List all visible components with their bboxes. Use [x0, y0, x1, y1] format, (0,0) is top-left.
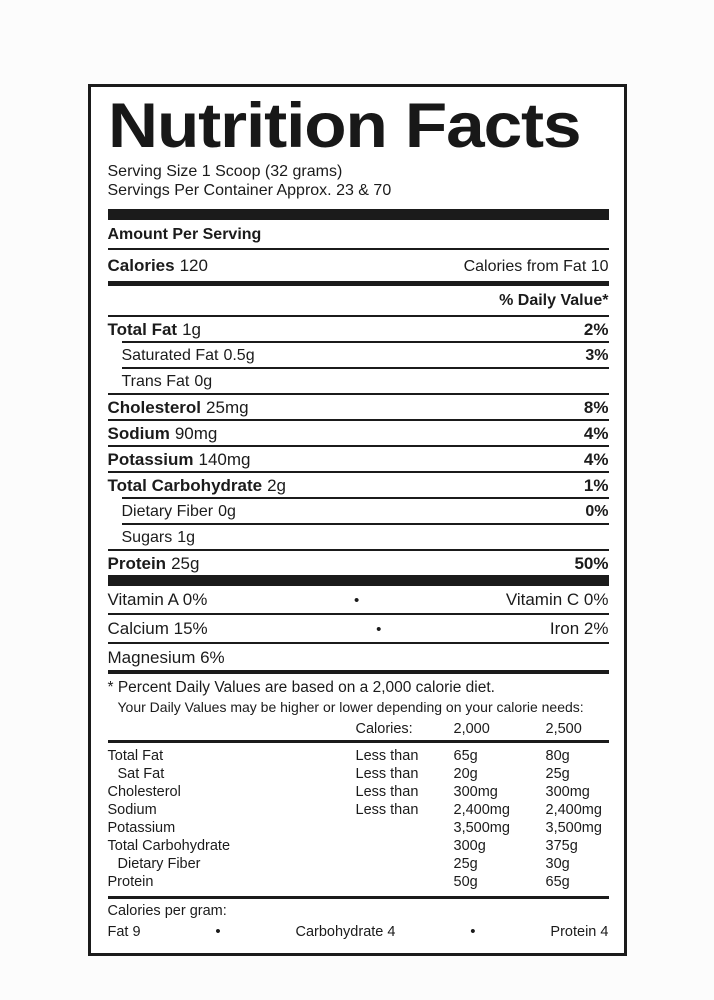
nutrient-name: Dietary Fiber [121, 503, 214, 520]
daily-value-header: % Daily Value* [499, 292, 609, 309]
micronutrient-row-calcium-iron [108, 615, 609, 644]
nutrient-dv: 2% [583, 320, 609, 339]
nutrient-row-sugars [122, 523, 609, 549]
nutrient-name: Total Carbohydrate [107, 476, 263, 495]
bullet-separator: • [353, 592, 360, 609]
dv-table-row: Total Fat Less than 65g 80g [107, 748, 570, 764]
calories-per-gram-row [108, 920, 609, 943]
nutrient-dv: 4% [583, 450, 609, 469]
dv-table-header-2500: 2,500 [545, 721, 582, 737]
nutrient-amount: 90mg [174, 424, 218, 443]
dv-table-header [108, 720, 609, 740]
micronutrient-right: Iron 2% [549, 619, 609, 638]
micronutrient-left: Vitamin A 0% [107, 590, 208, 609]
nutrient-row-total-carbohydrate [108, 471, 609, 497]
divider-thick-middle [108, 575, 609, 586]
dv-table-header-2000: 2,000 [453, 721, 490, 737]
nutrient-row-cholesterol [108, 393, 609, 419]
micronutrient-row-vitamins [108, 586, 609, 615]
cpg-fat: Fat 9 [107, 924, 141, 940]
nutrient-amount: 1g [177, 529, 195, 546]
cpg-carbohydrate: Carbohydrate 4 [295, 924, 396, 940]
nutrient-amount: 25g [171, 554, 200, 573]
nutrient-dv: 4% [583, 424, 609, 443]
micronutrient-left: Calcium 15% [107, 619, 208, 638]
nutrient-name: Potassium [107, 450, 194, 469]
micronutrient-left: Magnesium 6% [107, 648, 225, 667]
nutrient-row-potassium [108, 445, 609, 471]
dv-table-row: Potassium 3,500mg 3,500mg [107, 820, 602, 836]
footnote-line2: Your Daily Values may be higher or lower depending on your calorie needs: [117, 699, 584, 715]
micronutrient-row-magnesium [108, 644, 609, 670]
nutrient-name: Total Fat [107, 320, 178, 339]
bullet-separator: • [215, 923, 221, 940]
dv-table-body [108, 743, 609, 896]
label-title: Nutrition Facts [107, 91, 580, 161]
divider-thick-top [108, 209, 609, 220]
nutrient-row-total-fat [108, 315, 609, 341]
nutrient-row-sodium [108, 419, 609, 445]
nutrient-row-dietary-fiber [122, 497, 609, 523]
calories-per-gram-label: Calories per gram: [107, 903, 227, 919]
nutrient-amount: 2g [267, 476, 287, 495]
dv-table-row: Cholesterol Less than 300mg 300mg [107, 784, 590, 800]
nutrient-dv: 3% [585, 347, 609, 364]
calories-value-group [108, 256, 208, 276]
nutrient-name: Trans Fat [121, 373, 190, 390]
nutrient-name: Saturated Fat [121, 347, 219, 364]
dv-table-row: Protein 50g 65g [107, 874, 570, 890]
amount-per-serving-heading: Amount Per Serving [108, 220, 609, 250]
nutrient-amount: 25mg [206, 398, 249, 417]
nutrient-amount: 0g [218, 503, 236, 520]
nutrient-amount: 0.5g [223, 347, 255, 364]
nutrient-amount: 140mg [198, 450, 251, 469]
serving-size-text: Serving Size 1 Scoop (32 grams) [107, 163, 343, 180]
calories-row [108, 250, 609, 281]
nutrient-row-trans-fat [122, 367, 609, 393]
micronutrient-right: Vitamin C 0% [505, 590, 609, 609]
cpg-protein: Protein 4 [550, 924, 609, 940]
nutrient-row-saturated-fat [122, 341, 609, 367]
nutrient-row-protein [108, 549, 609, 575]
nutrient-dv: 8% [583, 398, 609, 417]
dv-table-row: Sat Fat Less than 20g 25g [117, 766, 570, 782]
calories-value: 120 [179, 256, 208, 275]
nutrition-facts-label [88, 84, 627, 956]
nutrient-name: Sodium [107, 424, 170, 443]
bullet-separator: • [470, 923, 476, 940]
bullet-separator: • [376, 621, 382, 638]
nutrient-dv: 0% [585, 503, 609, 520]
calories-from-fat: Calories from Fat 10 [463, 258, 609, 275]
nutrient-dv: 1% [583, 476, 609, 495]
nutrient-amount: 0g [194, 373, 213, 390]
dv-table-row: Dietary Fiber 25g 30g [117, 856, 570, 872]
nutrient-name: Protein [107, 554, 167, 573]
dv-table-row: Sodium Less than 2,400mg 2,400mg [107, 802, 602, 818]
calories-label: Calories [107, 256, 175, 275]
servings-per-container-text: Servings Per Container Approx. 23 & 70 [107, 182, 392, 199]
nutrient-name: Cholesterol [107, 398, 202, 417]
nutrient-dv: 50% [574, 554, 609, 573]
nutrient-name: Sugars [121, 529, 173, 546]
footnote-line1: * Percent Daily Values are based on a 2,000 calorie diet. [107, 679, 495, 696]
dv-table-row: Total Carbohydrate 300g 375g [107, 838, 578, 854]
dv-table-header-calories: Calories: [355, 721, 413, 737]
nutrient-amount: 1g [182, 320, 201, 339]
